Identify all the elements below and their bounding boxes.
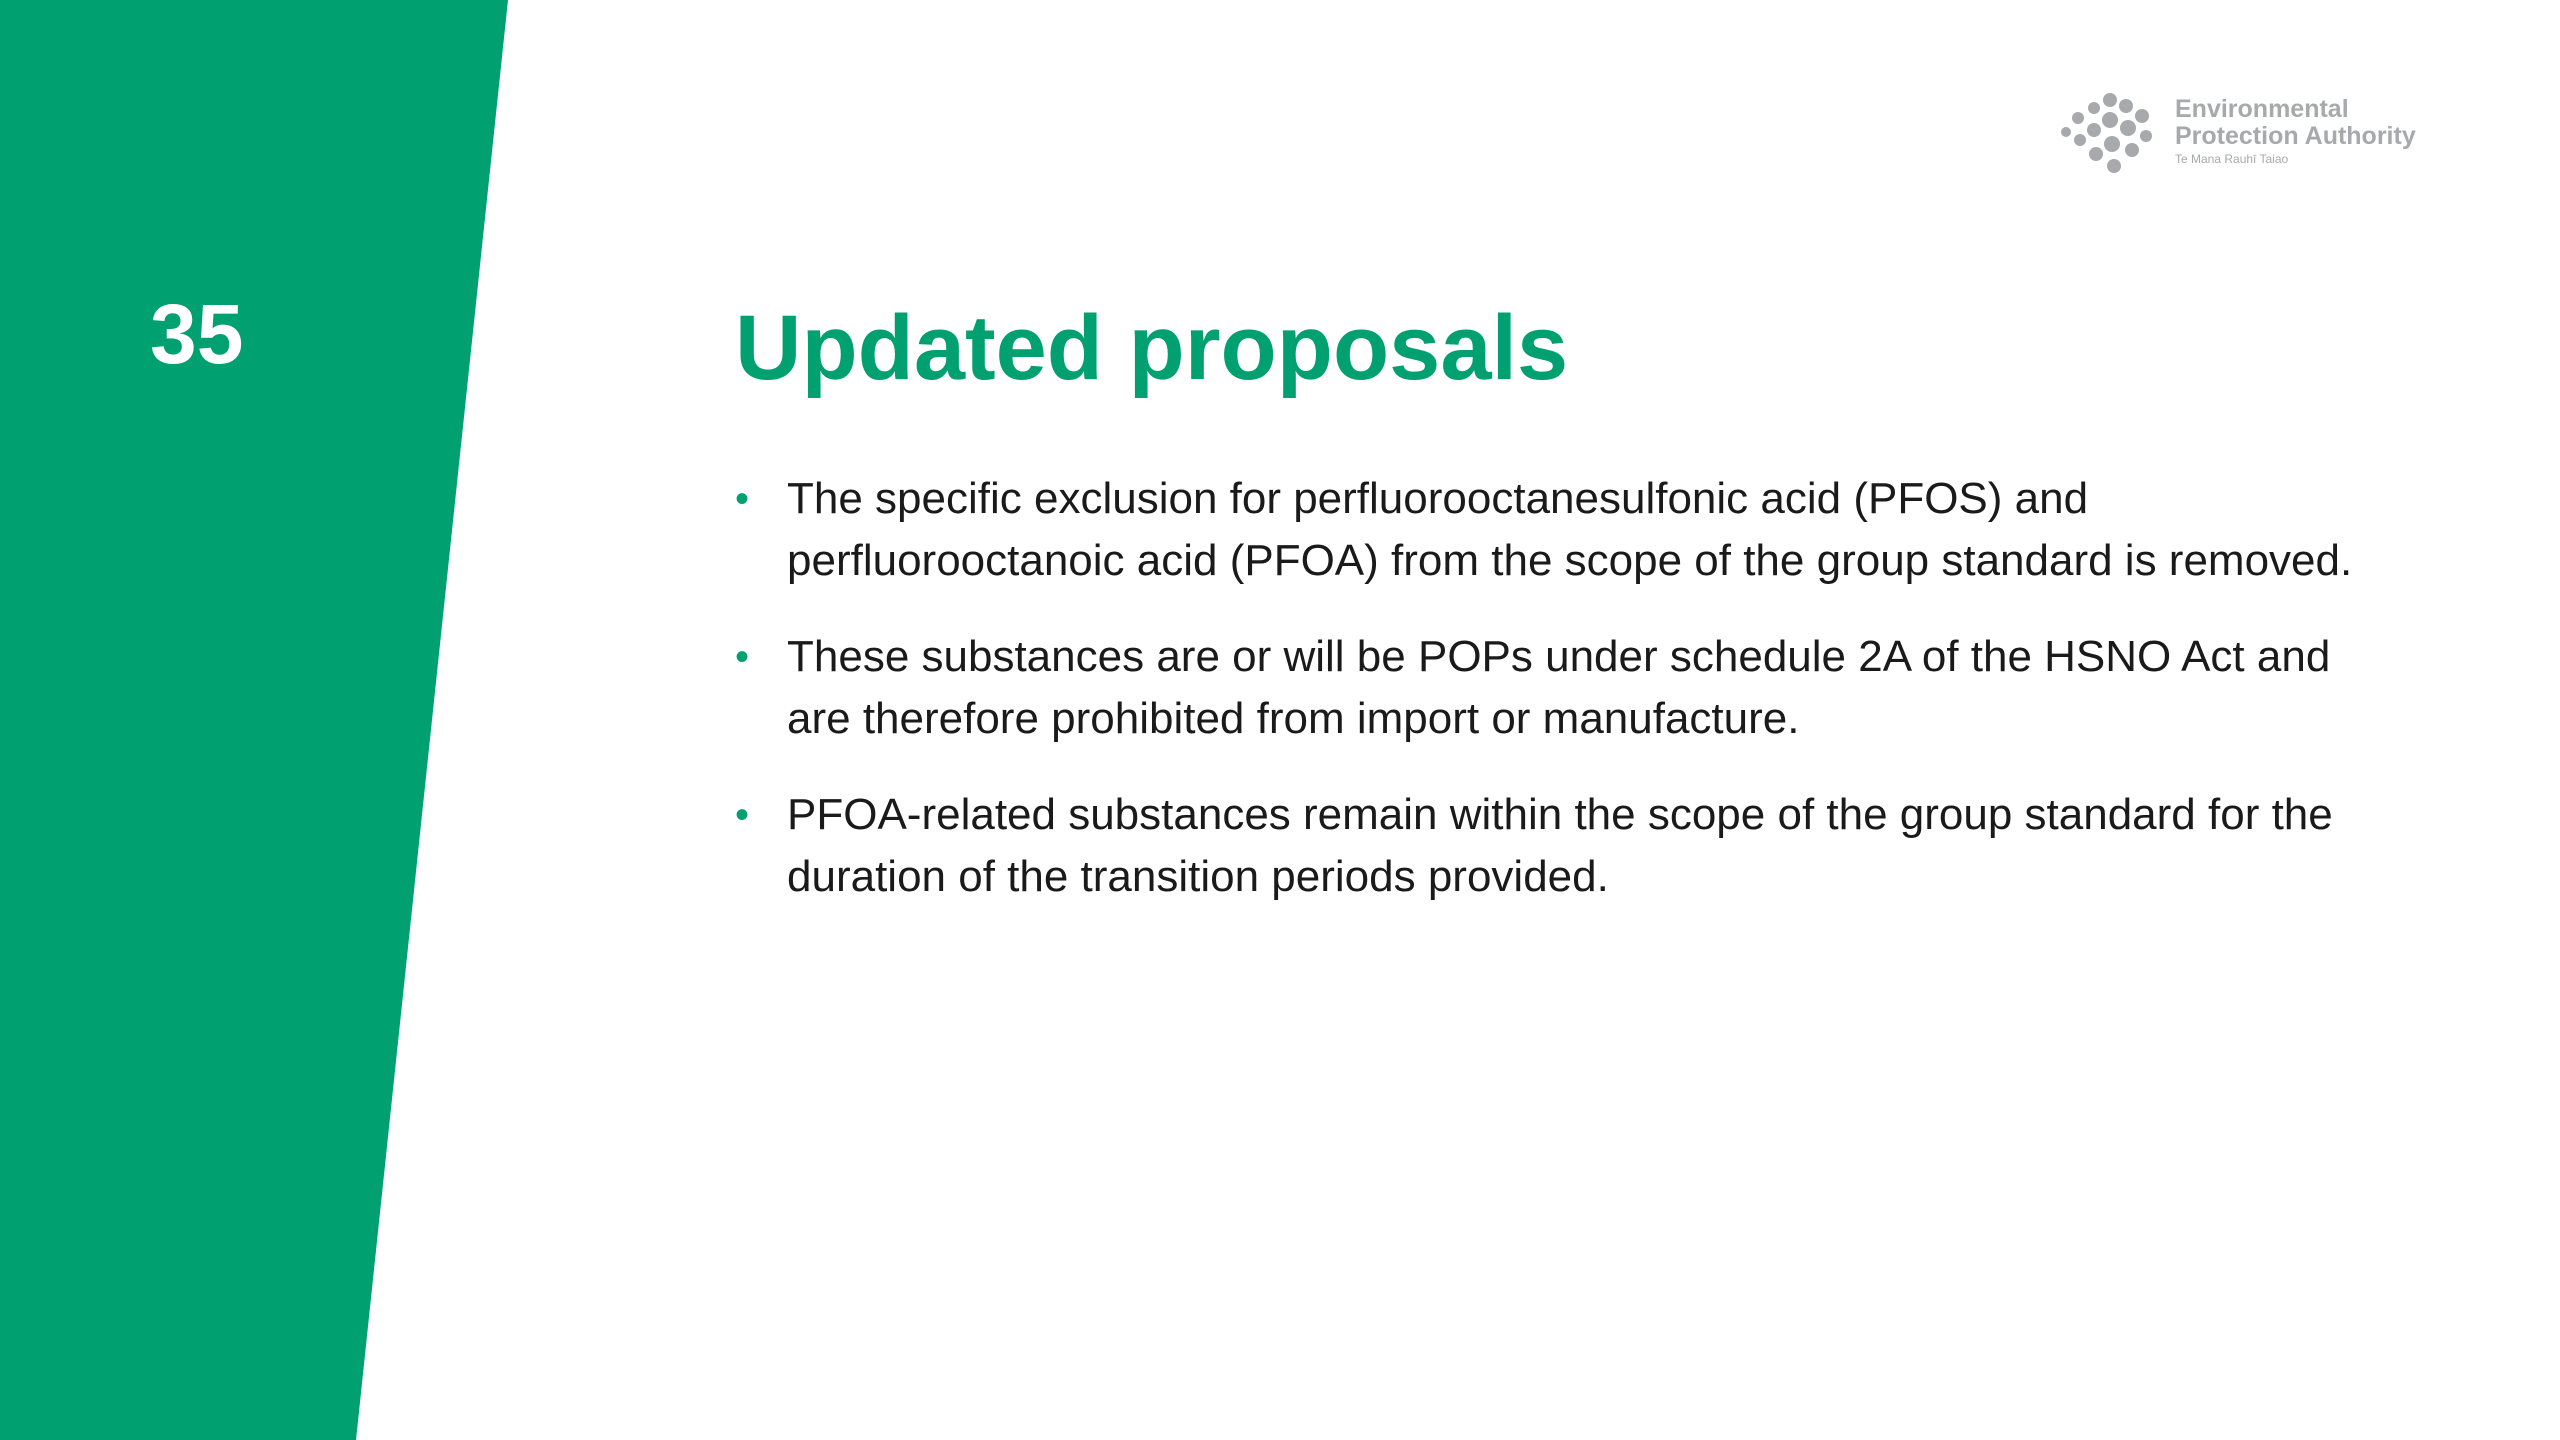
- epa-logo: [2060, 92, 2460, 174]
- bullet-marker: •: [735, 635, 750, 679]
- slide-title: Updated proposals: [735, 297, 1569, 399]
- bullet-text: PFOA-related substances remain within the scope of the group standard for the duration of the transition periods provided.: [787, 790, 2333, 901]
- bullet-marker: •: [735, 477, 750, 521]
- bullet-text: These substances are or will be POPs under schedule 2A of the HSNO Act and are therefore prohibited from import or manufacture.: [787, 632, 2331, 743]
- bullet-marker: •: [735, 793, 750, 837]
- logo-line-2: Protection Authority: [2175, 122, 2416, 150]
- logo-text: [2175, 96, 2416, 168]
- bullet-text: The specific exclusion for perfluorooctanesulfonic acid (PFOS) and perfluorooctanoic acid (PFOA) from the scope of the group standard is removed.: [787, 474, 2353, 585]
- bullet-item-3: [735, 784, 2395, 908]
- epa-dots-logo-icon: [2060, 92, 2160, 174]
- bullet-list: [735, 468, 2395, 942]
- bullet-item-2: [735, 626, 2395, 750]
- bullet-item-1: [735, 468, 2395, 592]
- slide-number: 35: [150, 287, 244, 381]
- logo-tagline: Te Mana Rauhī Taiao: [2175, 152, 2289, 166]
- logo-line-1: Environmental: [2175, 95, 2349, 123]
- green-band-shape: [0, 0, 508, 1440]
